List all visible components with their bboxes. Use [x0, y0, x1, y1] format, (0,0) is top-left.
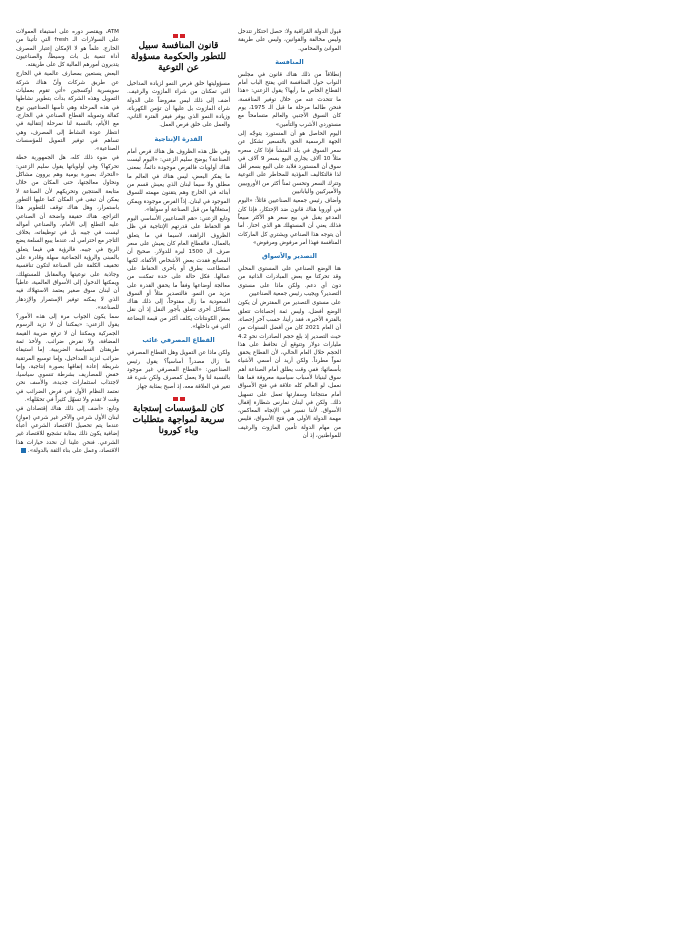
paragraph: اليوم الحاصل هو أن المستورد يتوجّه إلى الجهة الرسمية الحق بالتسعير تشكل عن سعر السوق في بلد المنشأ فإذا كان سعره مثلاً 10 آلاف يجاري البيع بسعر 9 آلاف في سوق أن المستورد فلابد على البيع بسعر أقل لذا فالتكاليف المؤذية للمخاطر على التوعية وتترك السعر وتحسن ثمناً أكثر من الأوروبيين والأميركيين واليابانيين	[238, 130, 341, 196]
subheading-export-markets: التصدير والأسواق	[262, 252, 317, 261]
paragraph: إنطلاقاً من ذلك هناك قانون في مجلس النواب حول المنافسة التي يفتح الباب أمام القطاع الخاص ما رأيها؟ يقول الزعني: «هذا ما تتحدث عنه من خلال توفير المنافسة، فنحن طالما مرحلة ما قبل الـ 1975، يوم كان السوق الأجنبي والعالم متسامحاً مع مستوردي الأشرب والتأمين»	[238, 71, 341, 128]
section-marker-icon	[127, 397, 230, 401]
section-marker-icon	[127, 34, 230, 38]
paragraph: على مستوى التصدير من المفترض أن يكون الوضع أفضل، وليس ثمة إحصاءات تتعلق بالفترة الأخيرة، فقد رأينا، حسب آخر إحصاء، أن العام 2021 كان من أفضل السنوات من حيث التصدير إذ بلغ حجم الصادرات نحو 4.2 مليارات دولار وتتوقع أن نحافظ على هذا الحجم خلال العام الحالي، لأن القطاع يحقق نمواً مطرداً. ولكن أريد أن أسمي الأشياء بأسمائها: ففي وقت يطلق أمام الصناعة أهم سوق لبنيانا لأسباب سياسية معروفة فما هنا نعمل، لو العالم كله علاقة في فتح الأسواق أمام منتجاتنا وسفارتها تعمل على تسهيل ذلك. ولكن في لبنان نمارس شطارة إقفال الأسواق. لأننا نسير في الإتجاه المعاكس، مهمة الدولة الأولى هي فتح الأسواق، فليس من مهام الدولة تأمين المازوت والرغيف للمواطنين، إذ أن	[238, 300, 342, 440]
article-column-middle	[127, 28, 230, 946]
article-column-right	[238, 28, 341, 946]
pull-quote-heading: قانون المنافسة سبيل للتطور والحكومة مسؤولة عن التوعية	[130, 41, 227, 73]
paragraph: في ضوء ذلك كله، هل الجمهورية خطة تحركها؟ وفي أولوياتها يقول سليم الزعني: «التحرك بصورة يومية وهم يروون مشاكل ونحاول معالجتها، حتى المكان من خلال متابعة المنتجين وتحريكهم لأن الصناعة لا يمكن أن تبقى في المكان كما عليها التطور باستمرار، وهل هناك توقف للتطوير هذا التراجع. هناك حقيقة واضحة أن الصناعي عليه التطلع إلى الأمام، والصناعي أمواله ليست في جيبه بل في توظيفاته، بخلاف التاجر مع احترامي له، عندما يبيع السلعة يضع الربح في جيبه. فالرؤية هي فيما يتعلق بالمبنى والرؤية الجماعية سهلة وقادرة على تخفيف الكلفة على الصناعة لتكون تنافسية وجاذبة على نوعيتها وبالمقابل للمستهلك، ويمكنها الدخول إلى الأسواق العالمية، عاطياً أن لبنان سوق صغير يعتمد الاستهلاك فيه الذي لا يمكنه توفير الإستمرار والإزدهار للصناعة».	[16, 155, 119, 311]
subheading-production-capacity: القدرة الإنتاجية	[154, 134, 203, 143]
paragraph: وفي ظل هذه الظروف هل هناك فرص أمام الصناعة؟ يوضح سليم الزعني: «اليوم ليست هناك أولويات فالفرص موجودة دائماً، بمعنى ما يفكر البعض، ليس هناك في العالم ما مطلق ولا سيما لبنان الذي يعيش قسم من أبنائه في الخارج وهم يتقنون مهمته للسوق الموجود في لبنان. إذاً الفرص موجودة ويمكن إستغلالها من قبل الصناعة أو سواها».	[127, 148, 230, 213]
subheading-competition: المنافسة	[275, 57, 304, 66]
paragraph-text: وتابع: «أضف إلى ذلك هناك إقتصادان في لبنان الأول شرعي والآخر غير شرعي (موازٍ) عندما يتم تحصيل الاقتصاد الشرعي أعباء إضافية يكون ذلك بمثابة تشجيع للاقتصاد غير الشرعي. فنحن علينا أن نحدد خيارات هذا الاقتصاد، وعمل على بناء الثقة بالدولة».	[16, 406, 119, 454]
end-of-article-icon	[21, 448, 26, 453]
paragraph: البعض يستعين بمصارف عالمية في الخارج عن طريق شركات وأنّ هناك شركة سويسرية أوكسجين «أتي تقوم بعمليات التمويل وهذه الشركة بدأت بتطوير نشاطها في هذه المرحلة وهي تأسها الصناعيين نوع كفالة وتمويله القطاع الصناعي في الخارج، مع الأيام، بالنسبة لنا نمرحلة إنتقالية في انتظار عودة النشاط إلى المصرف، وهي تساهم في توفير التمويل للمؤسسات الصناعية».	[16, 71, 119, 153]
paragraph: هنا الوضع الصناعي على المستوى المحلي وقد تحركنا مع بعض المبادرات الذاتية من دون أي دعم. ولكن ماذا على مستوى التصدير؟ ويجيب رئيس جمعية الصناعيين	[238, 266, 341, 298]
paragraph: ATM، ويقتصر دوره على استيفاء العمولات على السولارات الـ fresh التي تأتينا من الخارج. علماً هو لا الإمكان إعتبار المصرف أداة تنمية بل بات وسيطاً، والصناعيون يتدبرون أمورهم المالية كل على طريقته.	[16, 29, 119, 69]
paragraph: وأضاف رئيس جمعية الصناعيين قائلاً: «اليوم في أوروبا هناك قانون ضد الإحتكار، فإذا كان المدعو يقبل في بيع سعر هو الأكثر مبيعاً فذلك يعني أن المستهلك هو الذي اختار. أما أن يتوجه هذا الصناعي ويشتري كل الماركات المنافسة فهذا أمر مرفوض ومرفوض»	[238, 198, 341, 246]
subheading-banking-sector: القطاع المصرفي غائب	[142, 336, 215, 345]
paragraph: ولكن ماذا عن التمويل وهل القطاع المصرفي ما زال مصدراً أساسياً؟ يقول رئيس الصناعيين: «القطاع المصرفي غير موجود بالنسبة لنا ولا يعمل كمصرف ولكن شيء قد تغير في العلاقة معه، إذ أصبح بمثابة جهاز	[127, 350, 230, 390]
paragraph: مسؤوليتها خلق فرص النمو لزيادة المداخيل التي تمكنان من شراء المازوت والرغيف. أضف إلى ذلك ليس مفروضاً على الدولة شراء المازوت بل عليها أن تؤمن الكهرباء، وزيادة النمو الذي يوفر فيقر الفترة الثاني، والعمل على خلق فرص العمل.	[127, 81, 230, 129]
paragraph: وتابع الزعني: «هم الصناعيين الأساسي اليوم هو الحفاظ على قدرتهم الإنتاجية في ظل الظروف الراهنة، لاسيما في ما يتعلق بالعمال، فالقطاع العام كان يعيش على سعر صرف ال 1500 ليرة للدولار. صحيح أن المصانع فقدت بعض الأشخاص الأكفاء، لكنها استطاعت بطرق أو بأخرى الحفاظ على عمالها. فكل حالة على حدة تمكنت من معالجة أوضاعها وفقاً ما يحقق القدرة على مزيد من النمو. فالتصدير مثلاً أو السوق السعودية ما زال مفتوحاً، إلى ذلك هناك مشاكل أخرى تتعلق بأجور النقل إذ أن نقل بعض الكونتانات يكلف أكثر من قيمة البضاعة التي في داخلها».	[127, 216, 230, 331]
article-column-left	[16, 28, 119, 946]
paragraph: سما يكون الجواب مرة إلى هذه الأمور؟ يقول الزعني: «يمكننا أن لا تزيد الرسوم الجمركية ويمكننا أن لا ترفع ضريبة القيمة المضافة، ولا نفرض ضرائب. ولأخذ ثمة طريقتان السياسة الضريبية. إما استيفاء ضرائب لنزيد المداخيل، وإما توسيع المرتقبة شريطة إعادة إنفاقها بصورة إنتاجية، وإما خفض للمصاريف بشرطة تنسوي سياسيا، لاجتذاب استثمارات جديدة، والأسف نحن نعتمد النظام الأول في فرض الضرائب في وقت لا تقدم ولا تسهّل كثيراً في تحمّلها».	[16, 314, 119, 404]
paragraph	[16, 405, 119, 455]
paragraph: قبول الدولة المُراقبة ولا: حصل احتكار تتدخل وليس مخالفة والقوانين، وليس على طريقة الموانئ والمحامي.	[238, 29, 341, 52]
pull-quote-heading: كان للمؤسسات إستجابة سريعة لمواجهة متطلبات وباء كورونا	[132, 403, 225, 436]
